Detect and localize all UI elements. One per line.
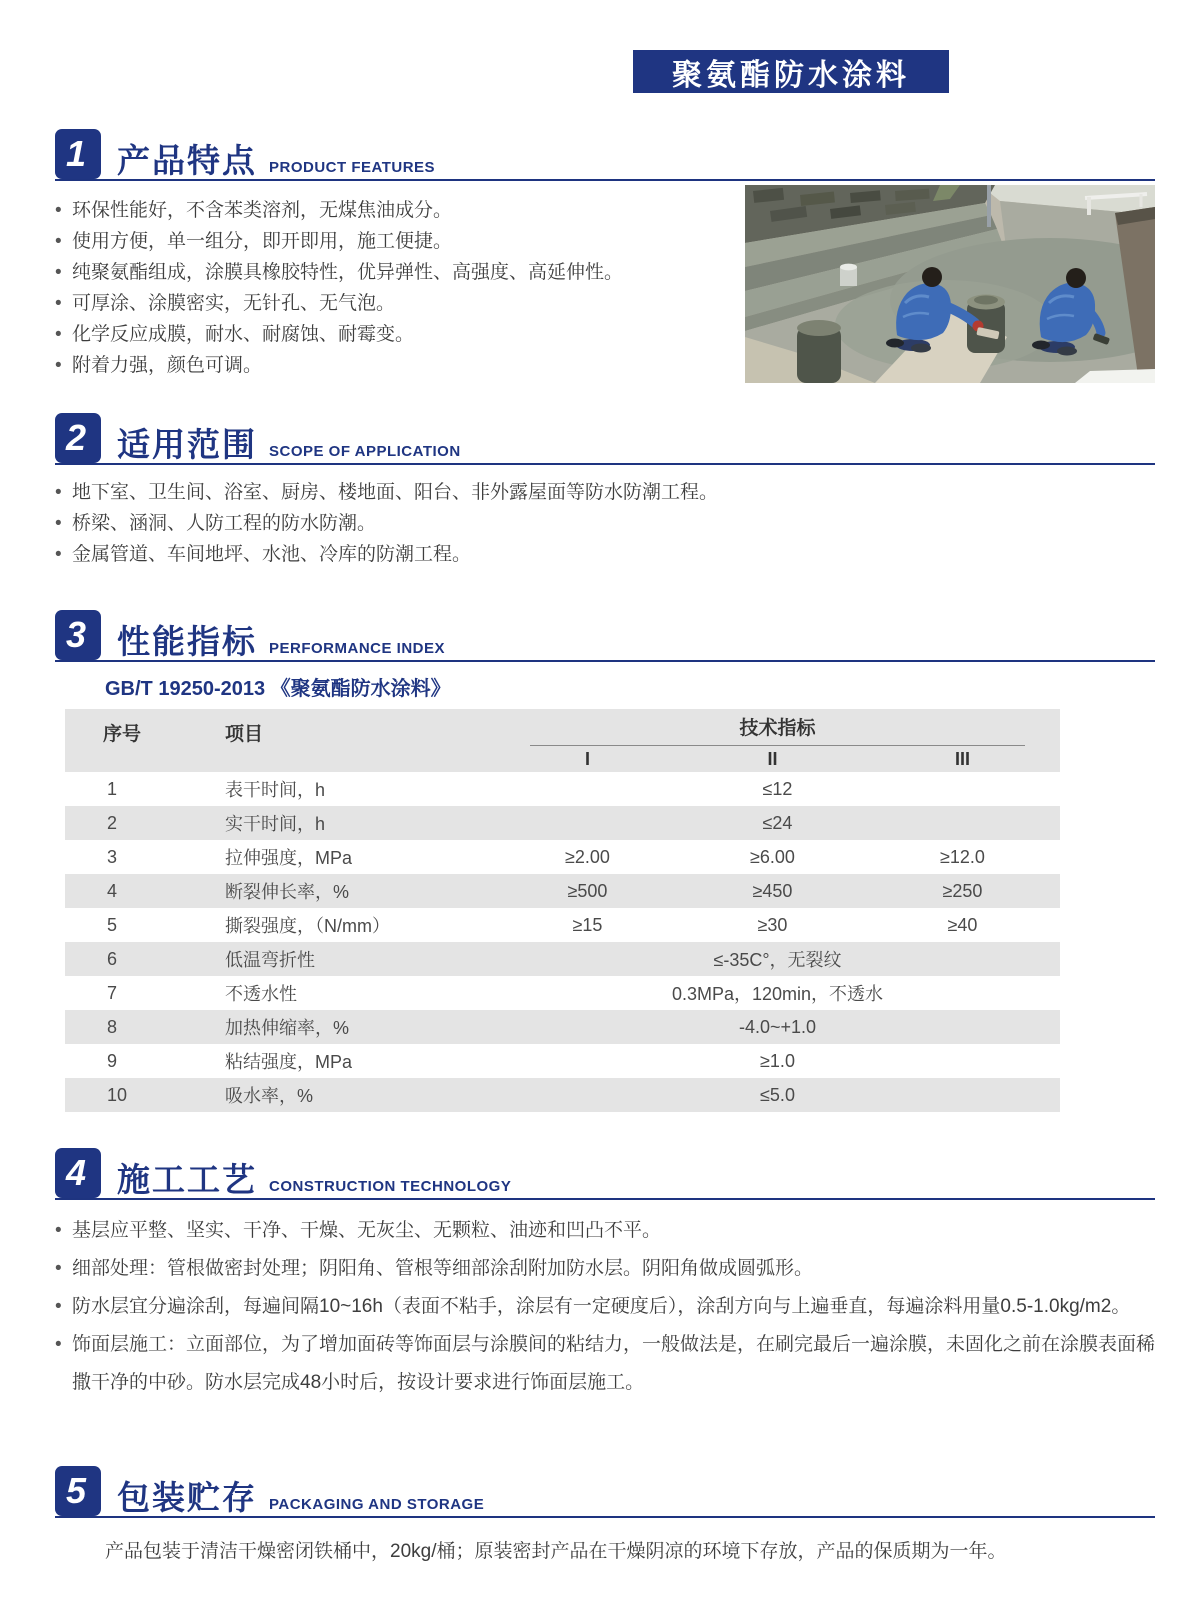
list-item	[55, 508, 1155, 539]
row-no: 10	[107, 1084, 128, 1105]
section3-number: 3	[65, 614, 87, 655]
table-row	[65, 806, 1060, 840]
bullet-text: 环保性能好，不含苯类溶剂，无煤焦油成分。	[72, 200, 453, 221]
bullet-icon: •	[55, 200, 62, 221]
section1-body	[55, 189, 1155, 383]
bullet-icon: •	[55, 482, 62, 503]
row-no: 8	[107, 1016, 118, 1037]
list-item	[55, 195, 735, 226]
list-item	[55, 1212, 1155, 1250]
col-header-grade-3: III	[954, 748, 970, 769]
list-item	[55, 477, 1155, 508]
row-value-3: ≥250	[942, 880, 983, 901]
bullet-text: 化学反应成膜，耐水、耐腐蚀、耐霉变。	[72, 324, 415, 345]
table-header	[65, 709, 1060, 772]
section4-title-zh: 施工工艺	[117, 1161, 257, 1199]
bullet-text: 桥梁、涵洞、人防工程的防水防潮。	[72, 513, 377, 534]
table-row	[65, 1010, 1060, 1044]
section4-number: 4	[65, 1152, 87, 1193]
top-spacer	[0, 0, 1200, 93]
performance-table	[65, 709, 1060, 1112]
row-item: 表干时间，h	[225, 780, 326, 800]
row-no: 7	[107, 982, 118, 1003]
row-value: ≥1.0	[760, 1050, 795, 1071]
row-value: 0.3MPa，120min，不透水	[671, 984, 884, 1004]
row-value: ≤12	[762, 778, 793, 799]
section5-title-zh: 包装贮存	[117, 1479, 257, 1517]
list-item	[55, 1288, 1155, 1326]
row-item: 粘结强度，MPa	[225, 1052, 353, 1072]
row-value-1: ≥2.00	[565, 846, 610, 867]
bullet-text: 金属管道、车间地坪、水池、冷库的防潮工程。	[72, 544, 472, 565]
bullet-text: 地下室、卫生间、浴室、厨房、楼地面、阳台、非外露屋面等防水防潮工程。	[72, 482, 719, 503]
col-header-grade-2: II	[767, 748, 778, 769]
bullet-icon: •	[55, 1334, 62, 1355]
section4-header	[55, 1148, 1155, 1200]
row-no: 6	[107, 948, 118, 969]
section4-bullet-list	[55, 1212, 1155, 1402]
list-item	[55, 226, 735, 257]
list-item	[55, 1326, 1155, 1402]
product-title-banner: 聚氨酯防水涂料	[633, 50, 949, 93]
row-no: 9	[107, 1050, 118, 1071]
table-row	[65, 1044, 1060, 1078]
col-header-no: 序号	[103, 724, 142, 745]
roof-coating-photo-illustration	[745, 185, 1155, 383]
bullet-text: 防水层宜分遍涂刮，每遍间隔10~16h（表面不粘手，涂层有一定硬度后），涂刮方向与上遍垂直，每遍涂料用量0.5-1.0kg/m2。	[72, 1296, 1131, 1317]
section5-title-en: PACKAGING AND STORAGE	[269, 1496, 485, 1513]
row-item: 撕裂强度，（N/mm）	[225, 916, 390, 936]
row-item: 实干时间，h	[225, 814, 326, 834]
list-item	[55, 257, 735, 288]
packaging-storage-text: 产品包装于清洁干燥密闭铁桶中，20kg/桶；原装密封产品在干燥阴凉的环境下存放，产品的保质期为一年。	[105, 1541, 1007, 1562]
table-row	[65, 840, 1060, 874]
col-header-grade-1: I	[584, 748, 590, 769]
table-row	[65, 772, 1060, 806]
bullet-text: 使用方便，单一组分，即开即用，施工便捷。	[72, 231, 453, 252]
col-header-item: 项目	[225, 724, 264, 745]
row-value-1: ≥500	[567, 880, 608, 901]
bullet-text: 纯聚氨酯组成，涂膜具橡胶特性，优异弹性、高强度、高延伸性。	[72, 262, 624, 283]
section2-number-badge	[55, 413, 101, 463]
row-no: 2	[107, 812, 118, 833]
table-row	[65, 874, 1060, 908]
row-no: 5	[107, 914, 118, 935]
bullet-text: 基层应平整、坚实、干净、干燥、无灰尘、无颗粒、油迹和凹凸不平。	[72, 1220, 662, 1241]
section5-header	[55, 1466, 1155, 1518]
section3-title-zh: 性能指标	[117, 623, 257, 661]
bullet-icon: •	[55, 262, 62, 283]
section4-title-en: CONSTRUCTION TECHNOLOGY	[269, 1178, 512, 1195]
row-no: 1	[107, 778, 118, 799]
bullet-icon: •	[55, 231, 62, 252]
bullet-text: 饰面层施工：立面部位，为了增加面砖等饰面层与涂膜间的粘结力，一般做法是，在刷完最后一遍涂膜，未固化之前在涂膜表面稀撒干净的中砂。防水层完成48小时后，按设计要求进行饰面层施工。	[72, 1334, 1156, 1393]
row-value-3: ≥12.0	[940, 846, 985, 867]
section1-number: 1	[65, 133, 87, 174]
product-photo	[745, 185, 1155, 383]
section5-number: 5	[65, 1470, 87, 1511]
row-value: ≤-35C°，无裂纹	[713, 950, 842, 970]
bullet-icon: •	[55, 355, 62, 376]
section2-title-zh: 适用范围	[117, 426, 257, 464]
list-item	[55, 539, 1155, 570]
row-item: 拉伸强度，MPa	[225, 848, 353, 868]
bullet-text: 可厚涂、涂膜密实，无针孔、无气泡。	[72, 293, 396, 314]
row-value-2: ≥30	[757, 914, 788, 935]
list-item	[55, 1250, 1155, 1288]
row-item: 加热伸缩率，%	[225, 1018, 350, 1038]
bullet-icon: •	[55, 513, 62, 534]
col-header-tech-index: 技术指标	[530, 713, 1025, 746]
row-no: 4	[107, 880, 118, 901]
section3-number-badge	[55, 610, 101, 660]
list-item	[55, 288, 735, 319]
row-value: ≤5.0	[760, 1084, 795, 1105]
section3-header	[55, 610, 1155, 662]
bullet-text: 附着力强，颜色可调。	[72, 355, 263, 376]
row-value-2: ≥450	[752, 880, 793, 901]
bullet-icon: •	[55, 293, 62, 314]
section2-header	[55, 413, 1155, 465]
row-value-1: ≥15	[572, 914, 603, 935]
bullet-icon: •	[55, 544, 62, 565]
row-value: ≤24	[762, 812, 793, 833]
bullet-icon: •	[55, 1220, 62, 1241]
bullet-icon: •	[55, 1296, 62, 1317]
bullet-text: 细部处理：管根做密封处理；阴阳角、管根等细部涂刮附加防水层。阴阳角做成圆弧形。	[72, 1258, 814, 1279]
row-value-3: ≥40	[947, 914, 978, 935]
list-item	[55, 319, 735, 350]
section2-number: 2	[65, 417, 87, 458]
section1-bullet-list	[55, 189, 735, 383]
section1-title-en: PRODUCT FEATURES	[269, 159, 436, 176]
table-row	[65, 1078, 1060, 1112]
list-item	[55, 350, 735, 381]
section5-number-badge	[55, 1466, 101, 1516]
section4-number-badge	[55, 1148, 101, 1198]
table-row	[65, 942, 1060, 976]
bullet-icon: •	[55, 324, 62, 345]
table-row	[65, 976, 1060, 1010]
section1-header	[55, 129, 1155, 181]
row-item: 吸水率，%	[225, 1086, 314, 1106]
row-value: -4.0~+1.0	[738, 1016, 817, 1037]
row-value-2: ≥6.00	[750, 846, 795, 867]
row-item: 断裂伸长率，%	[225, 882, 350, 902]
bullet-icon: •	[55, 1258, 62, 1279]
section2-title-en: SCOPE OF APPLICATION	[269, 443, 461, 460]
section3-title-en: PERFORMANCE INDEX	[269, 640, 446, 657]
row-item: 低温弯折性	[225, 950, 315, 970]
row-item: 不透水性	[225, 984, 297, 1004]
section1-number-badge	[55, 129, 101, 179]
table-row	[65, 908, 1060, 942]
section1-title-zh: 产品特点	[117, 142, 257, 180]
standard-reference: GB/T 19250-2013 《聚氨酯防水涂料》	[105, 678, 451, 700]
section2-bullet-list	[55, 477, 1155, 570]
row-no: 3	[107, 846, 118, 867]
